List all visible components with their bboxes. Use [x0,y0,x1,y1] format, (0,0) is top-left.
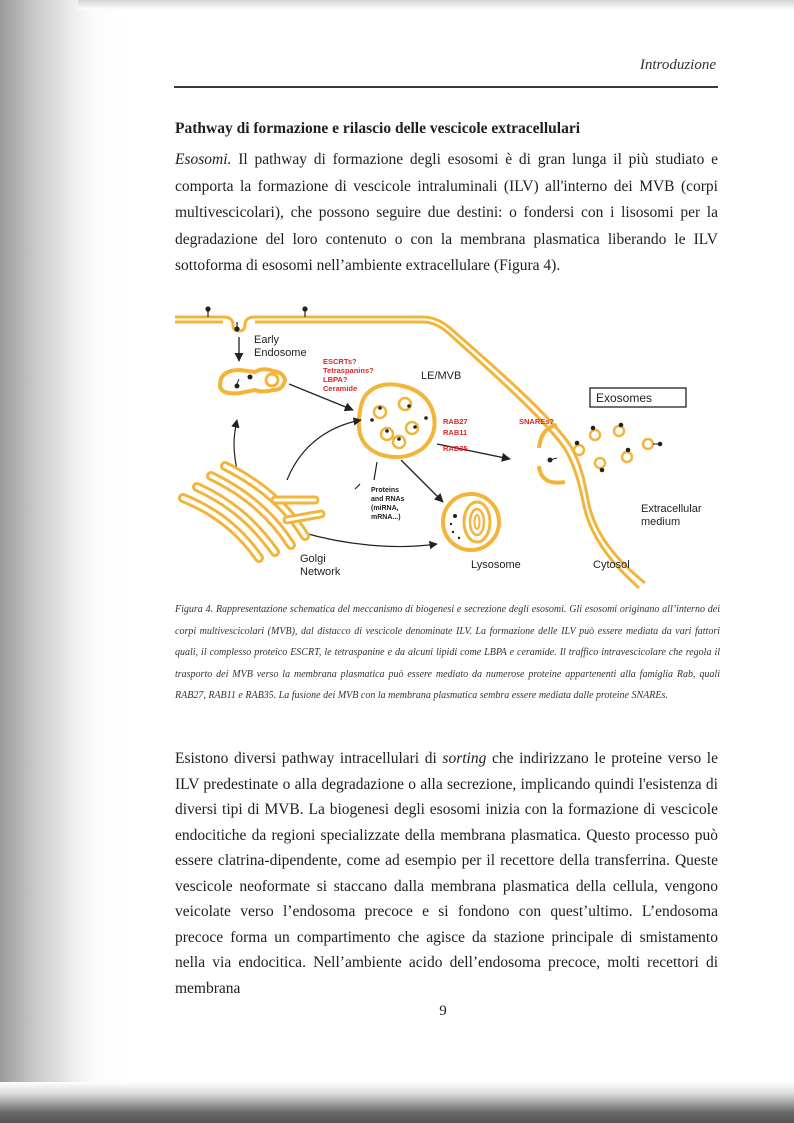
arrow-to-lysosome [401,460,443,502]
label-lbpa: LBPA? [323,375,348,384]
label-medium: medium [641,516,681,528]
paragraph-text: Esistono diversi pathway intracellulari di [175,750,443,767]
multivesicular-body [359,384,435,457]
paragraph-sorting [175,746,718,1001]
early-endosome [220,369,285,393]
paragraph-lead: Esosomi. [175,151,232,168]
label-endosome: Endosome [254,347,307,359]
figure-exosome-biogenesis [175,300,720,590]
label-lysosome: Lysosome [471,559,521,571]
label-le-mvb: LE/MVB [421,370,462,382]
label-rab11: RAB11 [443,428,468,437]
arrow-golgi-to-lysosome [301,532,437,547]
label-exosomes: Exosomes [596,391,653,405]
exosome-vesicles [574,423,662,472]
label-rab27: RAB27 [443,417,468,426]
paragraph-text: che indirizzano le proteine verso le ILV predestinate o alla degradazione o alla secrezione, implicando quindi l'esistenza di diversi tipi di MVB. La biogenesi degli esosomi inizia con la formazione di vescicole endocitiche da regioni specializzate della membrana plasmatica. Questo processo può essere clatrina-dipendente, come ad esempio per il recettore della transferrina. Queste vescicole neoformate si staccano dalla membrana plasmatica della cellula, vengono veicolate verso l’endosoma precoce e si fondono con quest’ultimo. L’endosoma precoce forma un compartimento che agisce da stazione principale di smistamento nella via endocitica. Nell’ambiente acido dell’endosoma precoce, molti recettori di membrana [175,750,718,997]
label-mirna: (miRNA, [371,505,399,512]
label-rab35: RAB35 [443,444,468,453]
running-head: Introduzione [639,57,716,73]
exosome-pathway-diagram [175,300,720,590]
caption-prefix: Figura 4. [175,604,214,615]
paragraph-emphasis: sorting [442,750,487,767]
label-mrna: mRNA...) [371,514,401,521]
label-proteins: Proteins [371,487,400,494]
label-early: Early [254,334,280,346]
label-tetraspanins: Tetraspanins? [323,366,374,375]
golgi-network [183,466,321,558]
lysosome [443,494,499,550]
label-escrts: ESCRTs? [323,357,357,366]
label-extracellular: Extracellular [641,503,702,515]
label-golgi: Golgi [300,553,326,565]
binding-shadow-bottom [0,1082,794,1123]
label-network: Network [300,566,341,578]
label-and-rnas: and RNAs [371,496,405,503]
caption-text: Rappresentazione schematica del meccanismo di biogenesi e secrezione degli esosomi. Gli esosomi originano all’interno dei corpi multivescicolari (MVB), dal distacco di vescicole denominate ILV. La formazione delle ILV può essere mediata da vari fattori quali, il complesso proteico ESCRT, le tetraspanine e da alcuni lipidi come LBPA e ceramide. Il traffico intravescicolare che regola il trasporto dei MVB verso la membrana plasmatica può essere mediato da numerose proteine appartenenti alla famiglia Rab, quali RAB27, RAB11 e RAB35. La fusione dei MVB con la membrana plasmatica sembra essere mediata dalle proteine SNAREs. [175,604,720,701]
figure-caption [175,599,720,707]
section-title: Pathway di formazione e rilascio delle vescicole extracellulari [175,120,581,137]
label-ceramide: Ceramide [323,384,358,393]
header-rule [174,86,718,88]
page-number: 9 [439,1003,447,1019]
arrow-golgi-to-mvb [287,420,361,480]
label-snares: SNAREs? [519,417,555,426]
label-cytosol: Cytosol [593,559,630,571]
surface-receptors [206,307,307,331]
arrow-golgi-to-endosome [234,420,237,470]
proteins-rnas-marks [355,462,377,489]
paragraph-text: Il pathway di formazione degli esosomi è di gran lunga il più studiato e comporta la formazione di vescicole intraluminali (ILV) all'interno dei MVB (corpi multivescicolari), che possono seguire due destini: o fondersi con i lisosomi per la degradazione del loro contenuto o con la membrana plasmatica liberando le ILV sottoforma di esosomi nell’ambiente extracellulare (Figura 4). [175,151,718,274]
binding-shadow-top [78,0,794,10]
paragraph-exosomes [175,147,718,280]
